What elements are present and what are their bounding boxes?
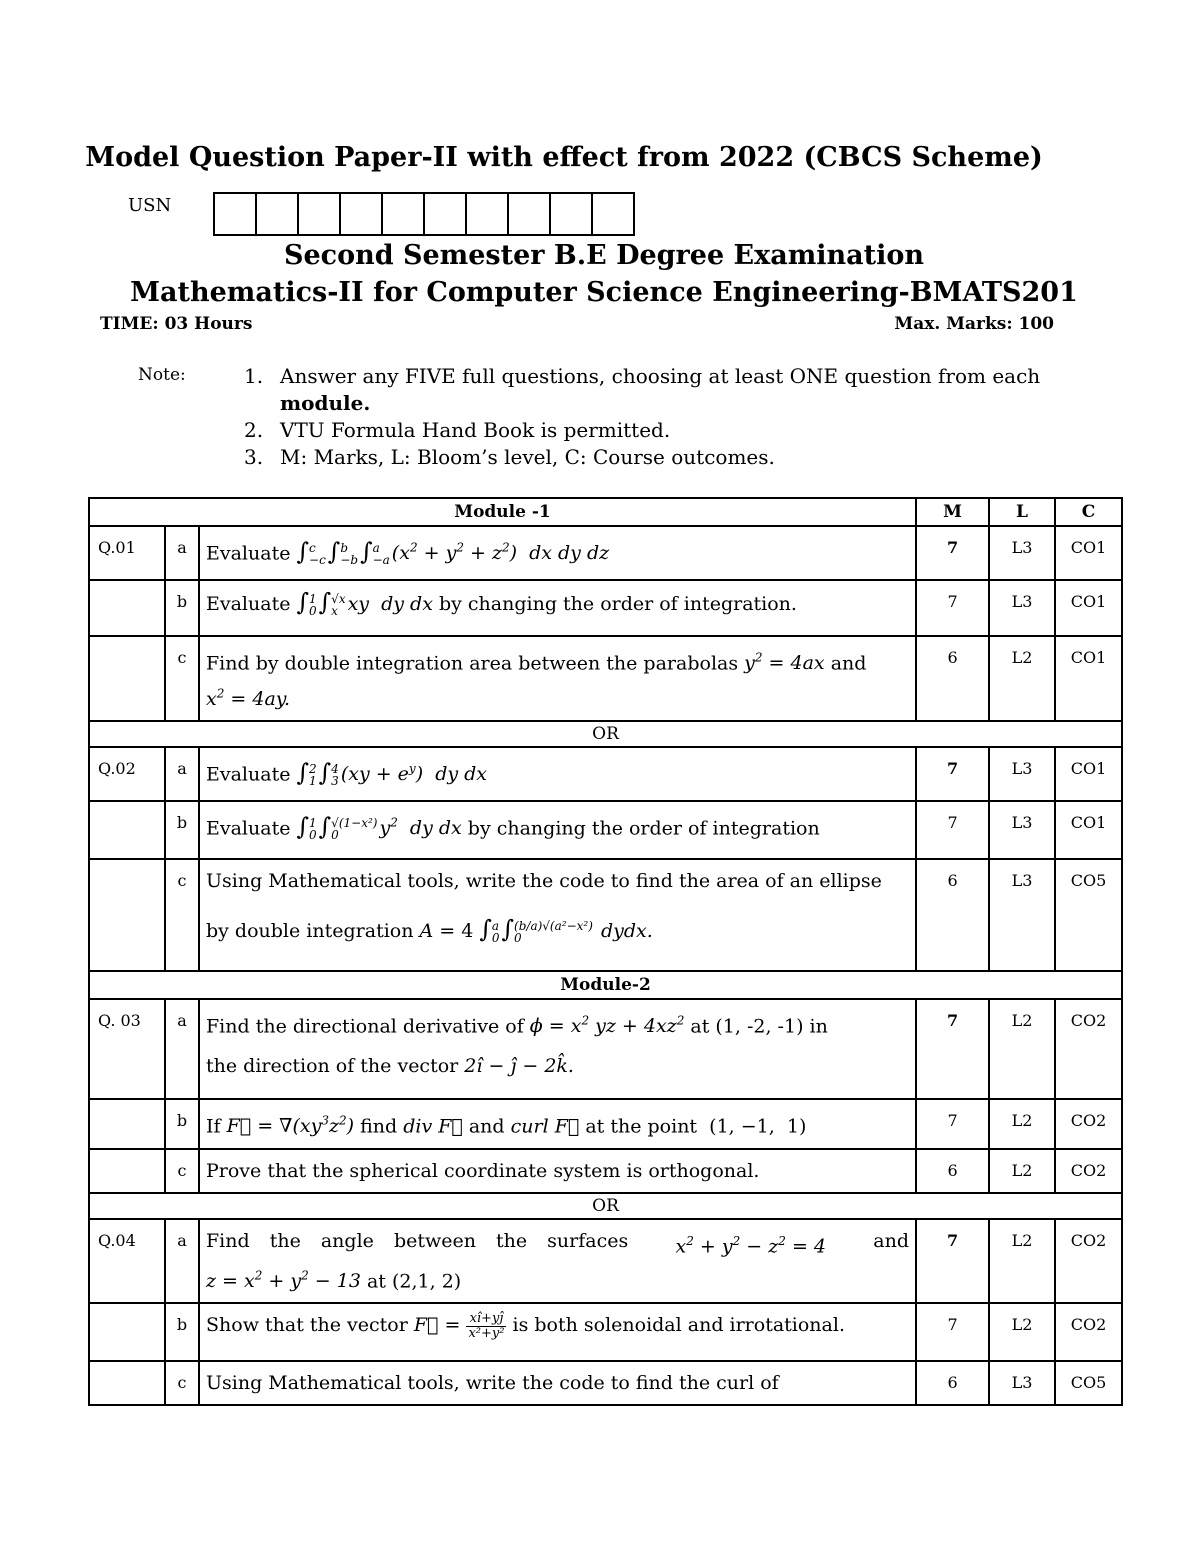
note-text: VTU Formula Hand Book is permitted. [280,418,671,442]
level-cell: L2 [989,1303,1055,1361]
question-text: Prove that the spherical coordinate system is orthogonal. [199,1149,916,1193]
outcome-cell: CO1 [1055,580,1122,636]
or-row [89,721,1122,747]
table-row [89,859,1122,971]
outcome-cell: CO1 [1055,801,1122,859]
table-row [89,747,1122,801]
table-row [89,1219,1122,1304]
marks-cell: 6 [916,636,989,721]
table-row [89,1303,1122,1361]
marks-cell: 7 [916,526,989,580]
note-list [244,363,1044,471]
level-cell: L2 [989,636,1055,721]
outcome-cell: CO5 [1055,859,1122,971]
table-row [89,1099,1122,1149]
max-marks: Max. Marks: 100 [894,314,1054,334]
question-text: Show that the vector F⃗ = $\frac{xî+yĵ}{\text{x²+y²}}$ is both solenoidal and irrotational. [199,1303,916,1361]
level-cell: L3 [989,580,1055,636]
marks-cell: 7 [916,1219,989,1304]
part-label: a [165,999,199,1099]
part-label: b [165,801,199,859]
question-text: Find by double integration area between the parabolas $y^2 = 4ax$ and $x^2 = 4ay$. [199,636,916,721]
question-number: Q.02 [89,747,165,801]
question-number: Q. 03 [89,999,165,1099]
usn-boxes [213,192,635,236]
or-divider: OR [89,721,1122,747]
outcome-cell: CO2 [1055,1149,1122,1193]
outcome-cell: CO2 [1055,1099,1122,1149]
usn-box [383,192,425,236]
question-text: Evaluate ∫ 1 0 ∫ √x x xy dy dx by changing the order of integration. [199,580,916,636]
module-2-header: Module-2 [89,971,1122,999]
level-cell: L2 [989,1149,1055,1193]
outcome-cell: CO2 [1055,999,1122,1099]
page-title: Model Question Paper-II with effect from 2022 (CBCS Scheme) [85,142,1043,173]
outcome-header: C [1055,498,1122,526]
level-cell: L3 [989,859,1055,971]
marks-cell: 7 [916,747,989,801]
question-text: Evaluate ∫ 1 0 ∫ √(1−x²) 0 $y^2$ dy dx by changing the order of integration [199,801,916,859]
question-text: Using Mathematical tools, write the code to find the curl of [199,1361,916,1405]
level-cell: L2 [989,999,1055,1099]
note-label: Note: [138,365,186,385]
part-label: c [165,859,199,971]
usn-box [509,192,551,236]
or-divider: OR [89,1193,1122,1219]
level-cell: L3 [989,801,1055,859]
question-number: Q.04 [89,1219,165,1304]
exam-title: Second Semester B.E Degree Examination [283,240,925,271]
question-text: Find the directional derivative of $\phi = x^2$ yz + $4xz^2$ at (1, -2, -1) in the direction of the vector 2î − ĵ − 2k̂. [199,999,916,1099]
marks-cell: 7 [916,999,989,1099]
module-1-header: Module -1 [89,498,916,526]
note-number: 2. [244,418,264,442]
level-header: L [989,498,1055,526]
usn-box [467,192,509,236]
note-number: 3. [244,445,264,469]
note-item [244,417,1044,444]
question-number: Q.01 [89,526,165,580]
table-row [89,1361,1122,1405]
part-label: c [165,1149,199,1193]
marks-cell: 7 [916,1099,989,1149]
subject-title: Mathematics-II for Computer Science Engineering-BMATS201 [130,277,1078,308]
question-text: Using Mathematical tools, write the code to find the area of an ellipse by double integration A = 4 ∫ a 0 ∫ (b/a)√(a²−x²) 0 dydx. [199,859,916,971]
or-row [89,1193,1122,1219]
outcome-cell: CO2 [1055,1303,1122,1361]
module-header-row [89,498,1122,526]
question-text: Evaluate ∫ 2 1 ∫ 4 3 $(xy + e^y)$ dy dx [199,747,916,801]
part-label: a [165,526,199,580]
note-item [244,363,1044,417]
marks-cell: 7 [916,801,989,859]
table-row [89,1149,1122,1193]
module-header-row [89,971,1122,999]
part-label: b [165,1303,199,1361]
level-cell: L3 [989,526,1055,580]
table-row [89,999,1122,1099]
outcome-cell: CO5 [1055,1361,1122,1405]
marks-cell: 6 [916,859,989,971]
note-text: Answer any FIVE full questions, choosing at least ONE question from each module. [280,364,1041,415]
level-cell: L2 [989,1099,1055,1149]
note-number: 1. [244,364,264,388]
usn-box [425,192,467,236]
level-cell: L2 [989,1219,1055,1304]
outcome-cell: CO1 [1055,747,1122,801]
usn-box [299,192,341,236]
question-text: If F⃗ = $\nabla(xy^3z^2)$ find div F⃗ and curl F⃗ at the point (1, −1, 1) [199,1099,916,1149]
usn-box [257,192,299,236]
question-text: Evaluate ∫ c −c ∫ b −b ∫ a −a $(x^2 + y^2 + z^2)$ dx dy dz [199,526,916,580]
note-item [244,444,1044,471]
usn-box [341,192,383,236]
table-row [89,801,1122,859]
table-row [89,636,1122,721]
usn-box [551,192,593,236]
part-label: b [165,1099,199,1149]
table-row [89,526,1122,580]
part-label: a [165,747,199,801]
marks-cell: 7 [916,1303,989,1361]
part-label: a [165,1219,199,1304]
usn-box [593,192,635,236]
marks-cell: 7 [916,580,989,636]
time-allowed: TIME: 03 Hours [100,314,253,334]
part-label: c [165,636,199,721]
table-row [89,580,1122,636]
marks-header: M [916,498,989,526]
level-cell: L3 [989,747,1055,801]
part-label: c [165,1361,199,1405]
part-label: b [165,580,199,636]
usn-label: USN [128,195,172,216]
outcome-cell: CO1 [1055,526,1122,580]
usn-box [215,192,257,236]
marks-cell: 6 [916,1149,989,1193]
outcome-cell: CO2 [1055,1219,1122,1304]
question-text: Find the angle between the surfaces $x^2 + y^2 - z^2 = 4$ and $z = x^2 + y^2 - 13$ at (2,1, 2) [199,1219,916,1304]
level-cell: L3 [989,1361,1055,1405]
outcome-cell: CO1 [1055,636,1122,721]
marks-cell: 6 [916,1361,989,1405]
question-table [88,497,1123,1406]
note-text: M: Marks, L: Bloom’s level, C: Course outcomes. [280,445,775,469]
